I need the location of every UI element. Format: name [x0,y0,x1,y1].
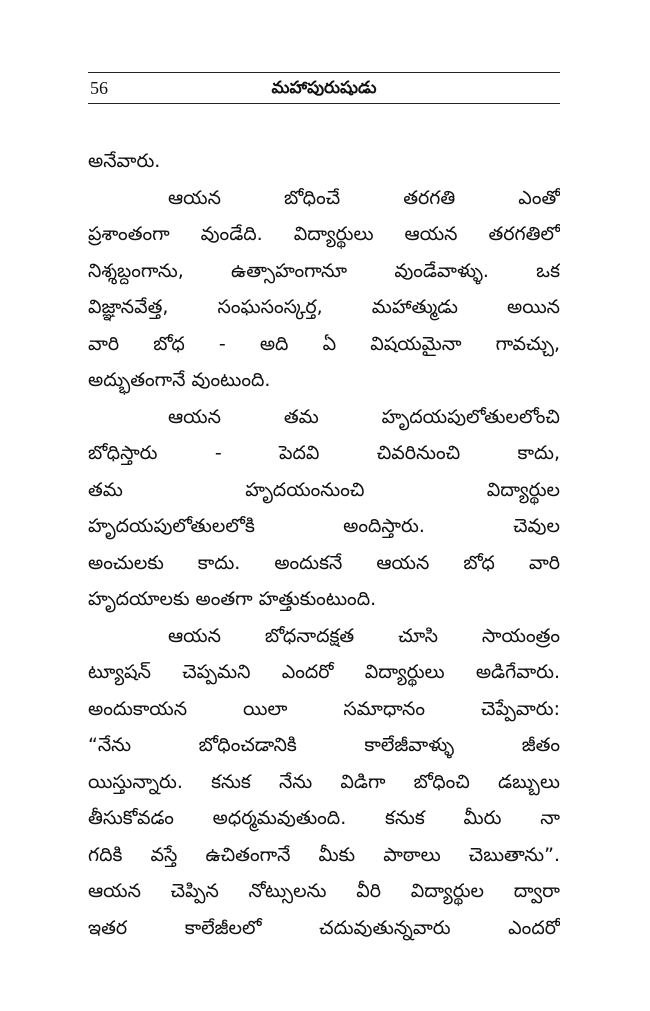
text-line: అంచులకు కాదు. అందుకనే ఆయన బోధ వారి [88,551,560,574]
text-line: విజ్ఞానవేత్త, సంఘసంస్కర్త, మహాత్ముడు అయిన [88,296,560,318]
text-line: తమ హృదయంనుంచి విద్యార్థుల [88,478,560,501]
text-line: ఆయన బోధించే తరగతి ఎంతో [168,186,560,209]
text-line: గదికి వస్తే ఉచితంగానే మీకు పాఠాలు చెబుతాను”. [88,843,560,866]
text-line: ఇతర కాలేజీలలో చదువుతున్నవారు ఎందరో [88,916,560,939]
text-line: బోధిస్తారు - పెదవి చివరినుంచి కాదు, [88,442,560,464]
text-line: వారి బోధ - అది ఏ విషయమైనా గావచ్చు, [88,332,560,355]
text-line: ఆయన బోధనాదక్షత చూసి సాయంత్రం [168,624,560,647]
book-page [88,72,560,939]
text-line: యిస్తున్నారు. కనుక నేను విడిగా బోధించి డబ్బులు [88,770,560,793]
text-line: అనేవారు. [88,150,161,172]
text-line: తీసుకోవడం అధర్మమవుతుంది. కనుక మీరు నా [88,807,560,829]
text-line: హృదయాలకు అంతగా హత్తుకుంటుంది. [88,588,377,610]
text-line: అద్భుతంగానే వుంటుంది. [88,369,271,391]
text-line: ట్యూషన్ చెప్పమని ఎందరో విద్యార్థులు అడిగేవారు. [88,661,560,683]
text-line: “నేను బోధించడానికి కాలేజీవాళ్ళు జీతం [88,734,560,756]
text-line: నిశ్శబ్దంగాను, ఉత్సాహంగానూ వుండేవాళ్ళు. ఒక [88,259,560,282]
page-number: 56 [90,78,108,98]
body-text [88,143,560,946]
text-line: ఆయన తమ హృదయపులోతులలోంచి [168,405,560,428]
text-line: ప్రశాంతంగా వుండేది. విద్యార్థులు ఆయన తరగతిలో [88,223,560,245]
text-line: ఆయన చెప్పిన నోట్సులను వీరి విద్యార్థుల ద్వారా [88,880,560,902]
page-header [88,72,560,104]
text-line: హృదయపులోతులలోకి అందిస్తారు. చెవుల [88,515,560,537]
text-line: అందుకాయన యిలా సమాధానం చెప్పేవారు: [88,697,560,720]
running-title: మహాపురుషుడు [271,78,377,98]
